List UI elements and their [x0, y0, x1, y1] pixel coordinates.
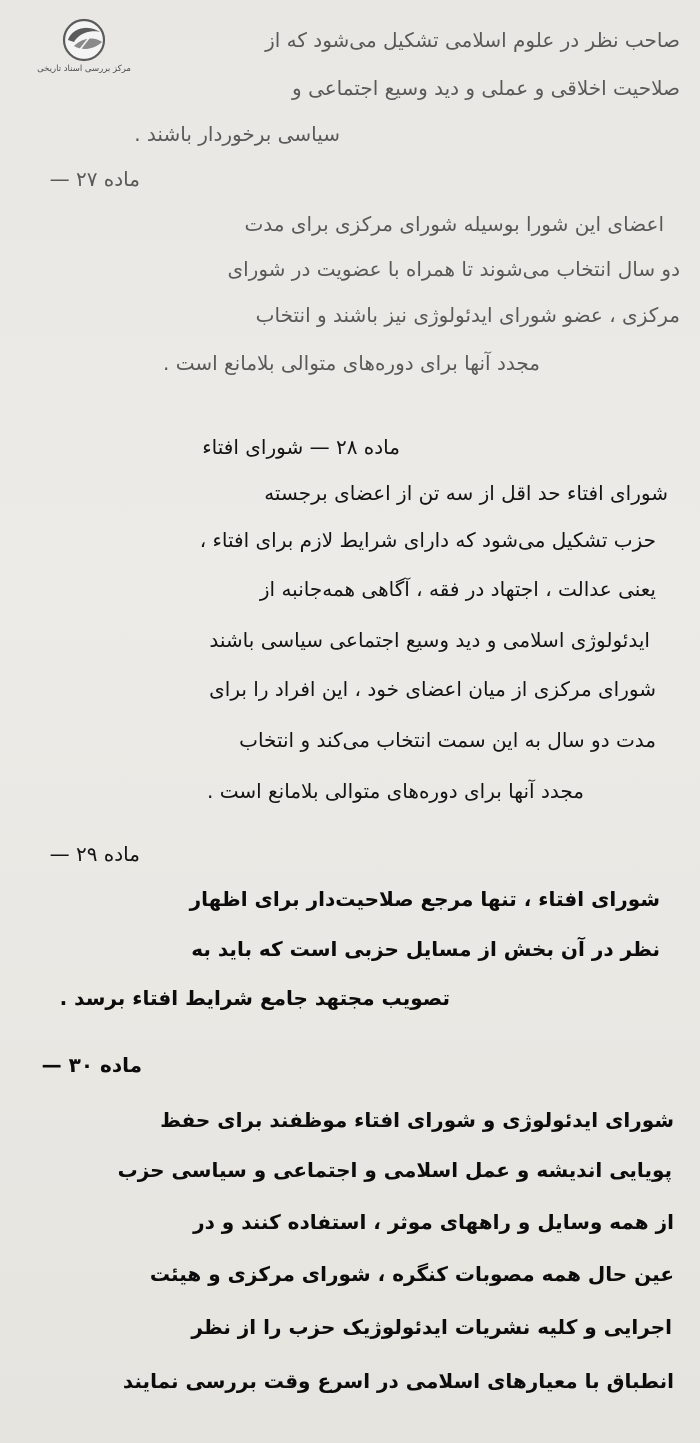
text-line: از همه وسایل و راههای موثر ، استفاده کنند و در [193, 1210, 674, 1234]
text-line: شورای افتاء حد اقل از سه تن از اعضای برجسته [264, 481, 668, 505]
text-line: اجرایی و کلیه نشریات ایدئولوژیک حزب را از نظر [191, 1315, 672, 1339]
text-line: تصویب مجتهد جامع شرایط افتاء برسد . [59, 986, 450, 1010]
text-line: سیاسی برخوردار باشند . [134, 122, 340, 146]
text-line: صاحب نظر در علوم اسلامی تشکیل می‌شود که از [265, 28, 680, 52]
text-line: مجدد آنها برای دوره‌های متوالی بلامانع است . [162, 351, 540, 375]
article-heading: ماده ۳۰ — [41, 1053, 142, 1077]
text-line: عین حال همه مصوبات کنگره ، شورای مرکزی و هیئت [149, 1262, 674, 1286]
text-line: شورای ایدئولوژی و شورای افتاء موظفند برای حفظ [160, 1108, 674, 1132]
logo-caption: مرکز بررسی اسناد تاریخی [37, 64, 131, 74]
text-line: پویایی اندیشه و عمل اسلامی و اجتماعی و سیاسی حزب [117, 1158, 672, 1182]
article-heading: ماده ۲۹ — [49, 842, 140, 866]
text-line: ایدئولوژی اسلامی و دید وسیع اجتماعی سیاسی باشند [209, 628, 650, 652]
text-line: مدت دو سال به این سمت انتخاب می‌کند و انتخاب [239, 728, 656, 752]
archive-emblem-icon [56, 18, 112, 62]
text-line: انطباق با معیارهای اسلامی در اسرع وقت بررسی نمایند [122, 1369, 674, 1393]
archive-logo [22, 18, 146, 82]
text-line: مرکزی ، عضو شورای ایدئولوژی نیز باشند و انتخاب [255, 303, 680, 327]
article-heading: ماده ۲۷ — [49, 167, 140, 191]
text-line: شورای مرکزی از میان اعضای خود ، این افراد را برای [209, 677, 656, 701]
text-line: شورای افتاء ، تنها مرجع صلاحیت‌دار برای اظهار [189, 887, 660, 911]
text-line: نظر در آن بخش از مسایل حزبی است که باید به [191, 937, 660, 961]
text-line: صلاحیت اخلاقی و عملی و دید وسیع اجتماعی و [292, 76, 680, 100]
text-line: دو سال انتخاب می‌شوند تا همراه با عضویت در شورای [227, 257, 680, 281]
text-line: مجدد آنها برای دوره‌های متوالی بلامانع است . [206, 779, 584, 803]
text-line: یعنی عدالت ، اجتهاد در فقه ، آگاهی همه‌جانبه از [259, 577, 656, 601]
text-line: اعضای این شورا بوسیله شورای مرکزی برای مدت [244, 212, 664, 236]
text-line: حزب تشکیل می‌شود که دارای شرایط لازم برای افتاء ، [199, 528, 656, 552]
article-heading: ماده ۲۸ — شورای افتاء [202, 435, 400, 459]
